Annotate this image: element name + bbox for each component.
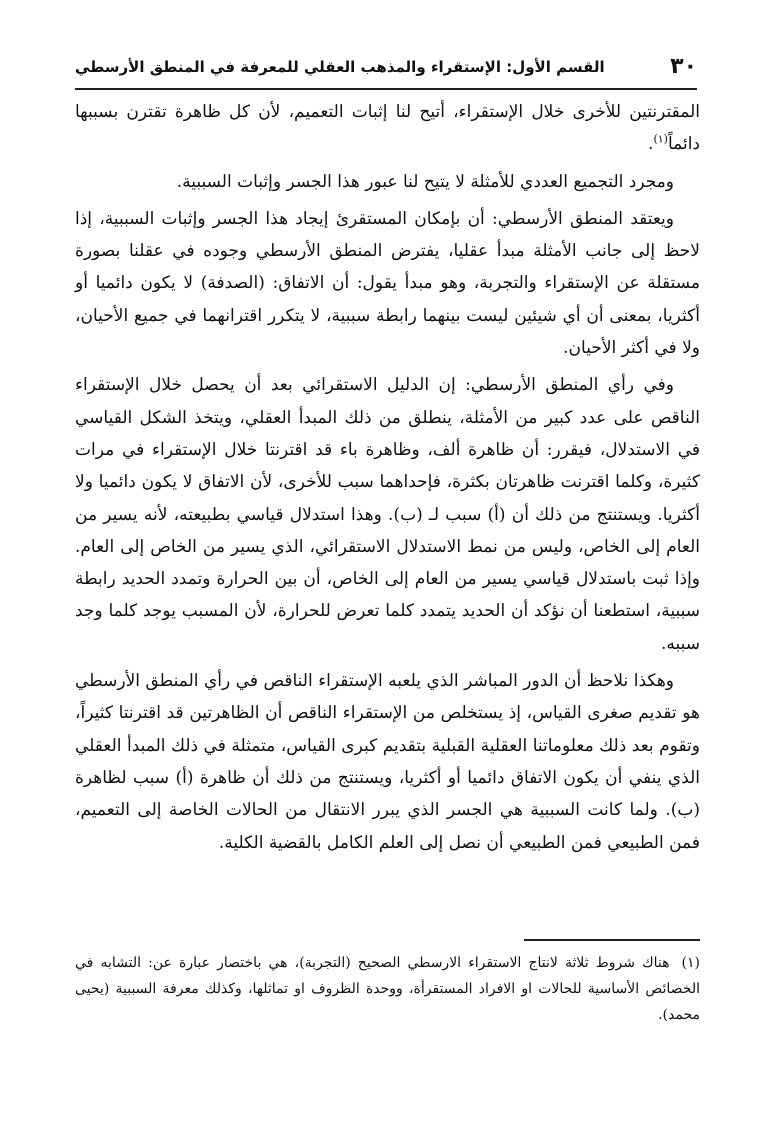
paragraph: ويعتقد المنطق الأرسطي: أن بإمكان المستقرئ إيجاد هذا الجسر وإثبات السببية، إذا لاحظ إلى جانب الأمثلة مبدأ عقليا، يفترض المنطق الأرسطي وجوده في عقلنا بصورة مستقلة عن الإستقراء والتجربة، وهو مبدأ يقول: أن الاتفاق: (الصدفة) لا يكون دائميا أو أكثريا، بمعنى أن أي شيئين ليست بينهما رابطة سببية، لا يتكرر اقترانهما في جميع الأحيان، ولا في أكثر الأحيان.	[75, 208, 700, 359]
footnote-marker: (١)	[681, 955, 700, 971]
footnote	[75, 950, 700, 1028]
footnote-text: هناك شروط ثلاثة لانتاج الاستقراء الارسطي الصحيح (التجربة)، هي باختصار عبارة عن: التشابه في الخصائص الأساسية للحالات او الافراد المستقرأة، ووحدة الظروف او تماثلها، وكذلك معرفة السببية (يحيى محمد).	[75, 955, 700, 1023]
body-text	[75, 96, 700, 864]
running-header	[75, 48, 697, 90]
paragraph-text: المقترنتين للأخرى خلال الإستقراء، أتيح لنا إثبات التعميم، لأن كل ظاهرة تقترن بسببها دائماً	[75, 102, 700, 155]
paragraph: وهكذا نلاحظ أن الدور المباشر الذي يلعبه الإستقراء الناقص في رأي المنطق الأرسطي هو تقديم صغرى القياس، إذ يستخلص من الإستقراء الناقص أن الظاهرتين قد اقترنتا كثيراً، وتقوم بعد ذلك معلوماتنا العقلية القبلية بتقديم كبرى القياس، متمثلة في ذلك المبدأ العقلي الذي ينفي أن يكون الاتفاق دائميا أو أكثريا، ويستنتج من ذلك أن ظاهرة (أ) سبب لظاهرة (ب). ولما كانت السببية هي الجسر الذي يبرر الانتقال من الحالات الخاصة إلى التعميم، فمن الطبيعي فمن الطبيعي أن نصل إلى العلم الكامل بالقضية الكلية.	[75, 671, 700, 853]
running-title: القسم الأول: الإستقراء والمذهب العقلي للمعرفة في المنطق الأرسطي	[75, 58, 605, 76]
paragraph-end: .	[648, 134, 654, 155]
footnote-separator	[524, 939, 700, 941]
paragraph: وفي رأي المنطق الأرسطي: إن الدليل الاستقرائي بعد أن يحصل خلال الإستقراء الناقص على عدد كبير من الأمثلة، ينطلق من ذلك المبدأ العقلي، ويتخذ الشكل القياسي في الاستدلال، فيقرر: أن ظاهرة ألف، وظاهرة باء قد اقترنتا خلال الإستقراء في مرات كثيرة، وكلما اقترنت ظاهرتان بكثرة، فإحداهما سبب للأخرى، لأن الاتفاق لا يكون دائميا ولا أكثريا. ويستنتج من ذلك أن (أ) سبب لـ (ب). وهذا استدلال قياسي بطبيعته، لأنه يسير من العام إلى الخاص، وليس من نمط الاستدلال الاستقرائي، الذي يسير من الخاص إلى العام. وإذا ثبت باستدلال قياسي يسير من العام إلى الخاص، أن بين الحرارة وتمدد الحديد رابطة سببية، استطعنا أن نؤكد أن الحديد يتمدد كلما تعرض للحرارة، لأن المسبب يوجد كلما وجد سببه.	[75, 375, 700, 654]
paragraph: ومجرد التجميع العددي للأمثلة لا يتيح لنا عبور هذا الجسر وإثبات السببية.	[176, 171, 674, 192]
paragraph	[75, 96, 700, 161]
page-number: ٣٠	[670, 54, 697, 79]
footnote-reference[interactable]: (١)	[653, 132, 668, 146]
